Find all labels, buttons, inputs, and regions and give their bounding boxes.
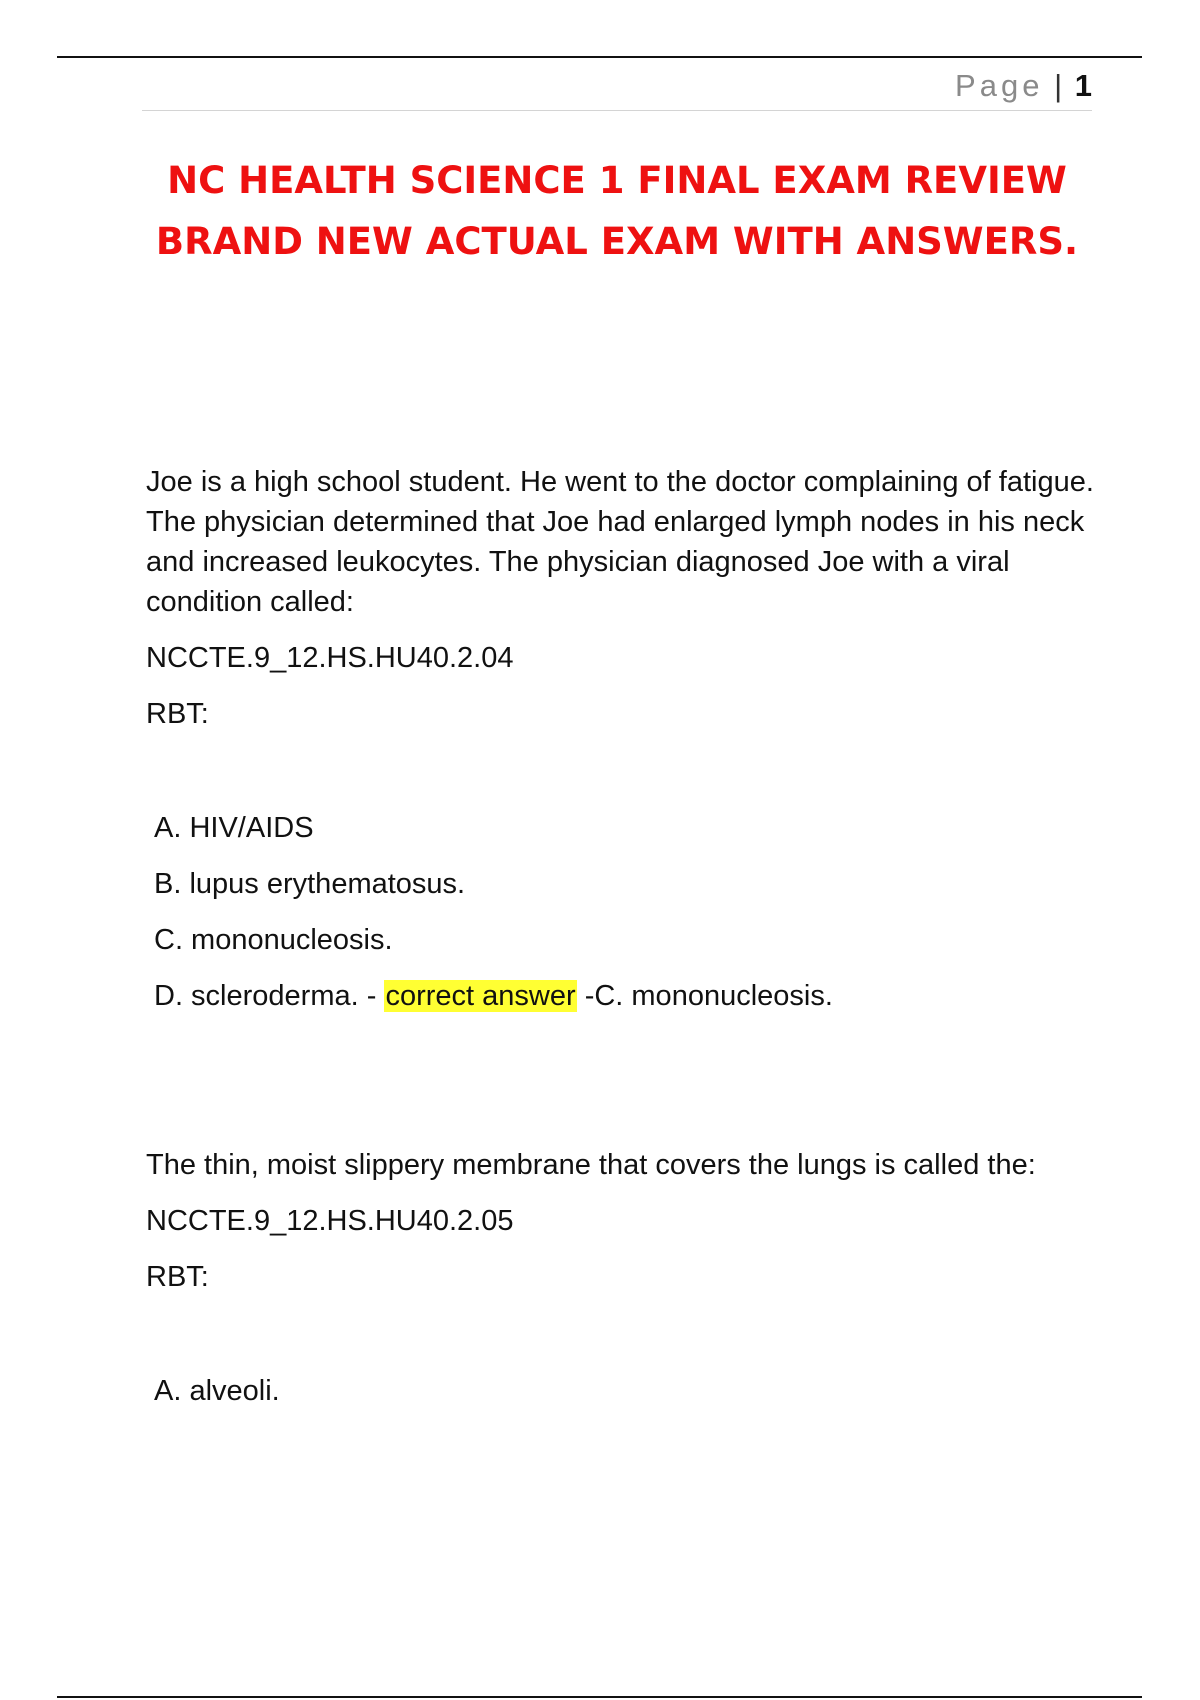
option-b: B. lupus erythematosus. <box>154 868 466 900</box>
top-rule <box>57 56 1142 58</box>
correct-answer-text: -C. mononucleosis. <box>584 980 833 1012</box>
page-separator: | <box>1054 68 1063 103</box>
correct-answer-highlight: correct answer <box>385 980 576 1012</box>
option-d-text: D. scleroderma. - <box>154 980 377 1012</box>
question-text: The thin, moist slippery membrane that covers the lungs is called the: <box>146 1149 1036 1181</box>
page-header <box>142 66 1092 111</box>
question-2 <box>146 1145 1096 1427</box>
question-1 <box>146 462 1096 1032</box>
page-number: 1 <box>1074 68 1092 103</box>
rbt-label: RBT: <box>146 698 209 730</box>
option-d <box>154 976 1096 1016</box>
answer-options <box>154 808 1096 1016</box>
question-text: Joe is a high school student. He went to the doctor complaining of fatigue. The physician determined that Joe had enlarged lymph nodes in his neck and increased leukocytes. The physician diagnosed Joe with a viral condition called: <box>146 466 1094 618</box>
option-a: A. alveoli. <box>154 1375 280 1407</box>
bottom-rule <box>57 1696 1142 1698</box>
option-a: A. HIV/AIDS <box>154 812 314 844</box>
page-label: Page <box>955 68 1044 103</box>
option-c: C. mononucleosis. <box>154 924 393 956</box>
rbt-label: RBT: <box>146 1261 209 1293</box>
document-title: NC HEALTH SCIENCE 1 FINAL EXAM REVIEW BRAND NEW ACTUAL EXAM WITH ANSWERS. <box>155 159 1079 263</box>
standard-code: NCCTE.9_12.HS.HU40.2.05 <box>146 1205 514 1237</box>
answer-options <box>154 1371 1096 1411</box>
standard-code: NCCTE.9_12.HS.HU40.2.04 <box>146 642 514 674</box>
